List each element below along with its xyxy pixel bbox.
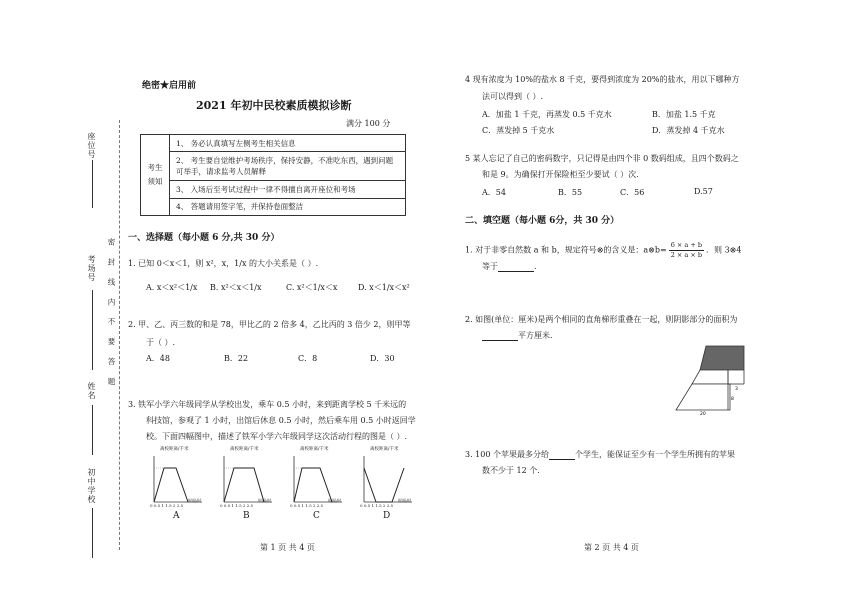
seal-line-text: 密 封 线 内 不 要 答 题 bbox=[107, 238, 116, 390]
graph-a-ylabel: 离校距离/千米 bbox=[160, 447, 189, 452]
f1-answer-blank[interactable] bbox=[498, 261, 534, 272]
notice-item: 4、 答题请用签字笔，并保持卷面整洁 bbox=[170, 198, 406, 215]
q1-option-b[interactable]: B. x²＜x＜1/x bbox=[210, 283, 262, 292]
f1-fraction bbox=[669, 241, 704, 260]
q2-option-b[interactable]: B．22 bbox=[224, 354, 249, 363]
q4-line2: 法可以得到（ ）. bbox=[482, 92, 544, 101]
notice-item: 2、 考生要自觉维护考场秩序，保持安静，不准吃东西，遇到问题可举手，请求监考人员解释 bbox=[170, 152, 406, 181]
f3-line2: 数不少于 12 个. bbox=[482, 466, 540, 475]
graph-c-ticks: 0 0.5 1 1.5 2 2.5 bbox=[290, 503, 324, 508]
f1-fraction-denominator: 2 × a × b bbox=[670, 251, 703, 259]
f1-stem-end: ．则 3⊗4 bbox=[706, 245, 742, 255]
graph-label-a: A bbox=[173, 511, 180, 521]
graph-b-ticks: 0 0.5 1 1.5 2 2.5 bbox=[220, 503, 254, 508]
secret-mark: 绝密★启用前 bbox=[142, 81, 197, 91]
school-field-line[interactable] bbox=[92, 508, 93, 558]
graph-a-ticks: 0 0.5 1 1.5 2 2.5 bbox=[150, 503, 184, 508]
exam-room-label: 考场号 bbox=[87, 255, 96, 282]
trapezoid-figure bbox=[672, 344, 752, 416]
dim-3: 3 bbox=[735, 387, 738, 392]
q4-option-c[interactable]: C．蒸发掉 5 千克水 bbox=[482, 126, 555, 135]
f1-line2 bbox=[482, 261, 537, 272]
exam-title: 2021 年初中民校素质模拟诊断 bbox=[196, 99, 352, 112]
graph-b-ylabel: 离校距离/千米 bbox=[230, 447, 259, 452]
notice-label: 考生须知 bbox=[141, 135, 170, 216]
q1-option-c[interactable]: C. x²＜1/x＜x bbox=[286, 283, 338, 292]
f3-stem-end: 个学生，能保证至少有一个学生所拥有的苹果 bbox=[575, 450, 735, 459]
graph-label-d: D bbox=[383, 511, 391, 521]
q2-option-c[interactable]: C．8 bbox=[298, 354, 318, 363]
q3-line3: 校。下面四幅图中，描述了铁军小学六年级同学这次活动行程的图是（ ）. bbox=[146, 432, 408, 441]
q2-stem-line1: 2. 甲、乙、丙三数的和是 78，甲比乙的 2 倍多 4，乙比丙的 3 倍少 2，则甲等 bbox=[128, 320, 411, 329]
dim-20: 20 bbox=[700, 412, 706, 416]
notice-item: 1、 务必认真填写左侧考生相关信息 bbox=[170, 135, 406, 152]
name-field-line[interactable] bbox=[92, 405, 93, 455]
exam-notice-table bbox=[140, 134, 406, 216]
q4-option-a[interactable]: A．加盐 1 千克，再蒸发 0.5 千克水 bbox=[482, 110, 612, 119]
seal-dashed-line bbox=[119, 120, 120, 550]
f2-answer-blank[interactable] bbox=[482, 330, 518, 341]
q5-line1: 5 某人忘记了自己的密码数字，只记得是由四个非 0 数码组成，且四个数码之 bbox=[465, 154, 739, 163]
full-score: 满分 100 分 bbox=[346, 119, 391, 128]
f2-line2 bbox=[482, 330, 553, 341]
graph-d-ylabel: 离校距离/千米 bbox=[370, 447, 399, 452]
q1-stem: 1. 已知 0＜x＜1，则 x²，x，1/x 的大小关系是（ ）. bbox=[128, 259, 319, 268]
exam-room-field-line[interactable] bbox=[92, 290, 93, 370]
f2-line2-end: 平方厘米. bbox=[518, 331, 553, 340]
f3-stem: 3. 100 个苹果最多分给 bbox=[465, 450, 549, 459]
q3-line1: 3. 铁军小学六年级同学从学校出发，乘车 0.5 小时，来到距离学校 5 千米远的 bbox=[128, 400, 407, 409]
graph-label-c: C bbox=[313, 511, 320, 521]
name-label: 姓名 bbox=[87, 382, 96, 400]
section-1-heading: 一、选择题（每小题 6 分,共 30 分） bbox=[128, 233, 280, 243]
q4-option-b[interactable]: B．加盐 1.5 千克 bbox=[652, 110, 716, 119]
q5-option-c[interactable]: C．56 bbox=[620, 188, 645, 197]
q5-option-d[interactable]: D.57 bbox=[694, 187, 713, 196]
f2-line1: 2. 如图(单位：厘米)是两个相同的直角梯形重叠在一起，则阴影部分的面积为 bbox=[465, 315, 738, 324]
q2-option-a[interactable]: A．48 bbox=[146, 354, 170, 363]
graph-a-xlabel: 时间/时 bbox=[188, 498, 202, 503]
f1-stem: 1. 对于非零自然数 a 和 b，规定符号⊗的含义是：a⊗b= bbox=[465, 245, 667, 255]
graph-b-xlabel: 时间/时 bbox=[258, 498, 272, 503]
f1-fraction-numerator: 6 × a + b bbox=[670, 241, 703, 249]
graph-c-ylabel: 离校距离/千米 bbox=[300, 447, 329, 452]
f1-line2-end: . bbox=[534, 262, 537, 271]
graph-d-ticks: 0 0.5 1 1.5 2 2.5 bbox=[360, 503, 394, 508]
q4-line1: 4 现有浓度为 10%的盐水 8 千克，要得到浓度为 20%的盐水，用以下哪种方 bbox=[465, 75, 740, 84]
q5-option-b[interactable]: B．55 bbox=[558, 188, 583, 197]
graph-label-b: B bbox=[243, 511, 250, 521]
q5-option-a[interactable]: A．54 bbox=[482, 188, 506, 197]
seat-label: 座位号 bbox=[87, 132, 96, 159]
page-2-footer: 第 2 页 共 4 页 bbox=[584, 543, 639, 552]
q5-line2: 和是 9。为确保打开保险柜至少要试（ ）次. bbox=[482, 170, 639, 179]
q3-line2: 科技馆，参观了 1 小时，出馆后休息 0.5 小时，然后乘车用 0.5 小时返回学 bbox=[146, 416, 416, 425]
f1-line2-text: 等于 bbox=[482, 262, 498, 271]
q2-option-d[interactable]: D．30 bbox=[370, 354, 395, 363]
q1-option-d[interactable]: D. x＜1/x＜x² bbox=[358, 283, 410, 292]
page-1-footer: 第 1 页 共 4 页 bbox=[260, 543, 315, 552]
trapezoid-figure-svg bbox=[672, 344, 752, 416]
f3-answer-blank[interactable] bbox=[549, 449, 575, 460]
graph-d-xlabel: 时间/时 bbox=[398, 498, 412, 503]
q4-option-d[interactable]: D．蒸发掉 4 千克水 bbox=[652, 126, 725, 135]
q2-stem-line2: 于（ ）. bbox=[146, 338, 176, 347]
school-label: 初中学校 bbox=[87, 468, 96, 504]
f1-line1 bbox=[465, 241, 741, 260]
notice-item: 3、 入场后至考试过程中一律不得擅自离开座位和考场 bbox=[170, 181, 406, 198]
dim-8: 8 bbox=[731, 397, 734, 402]
f3-line1 bbox=[465, 449, 735, 460]
q1-option-a[interactable]: A. x＜x²＜1/x bbox=[146, 283, 198, 292]
seat-field-line[interactable] bbox=[92, 160, 93, 208]
graph-c-xlabel: 时间/时 bbox=[328, 498, 342, 503]
section-2-heading: 二、填空题（每小题 6分，共 30 分） bbox=[465, 216, 620, 226]
